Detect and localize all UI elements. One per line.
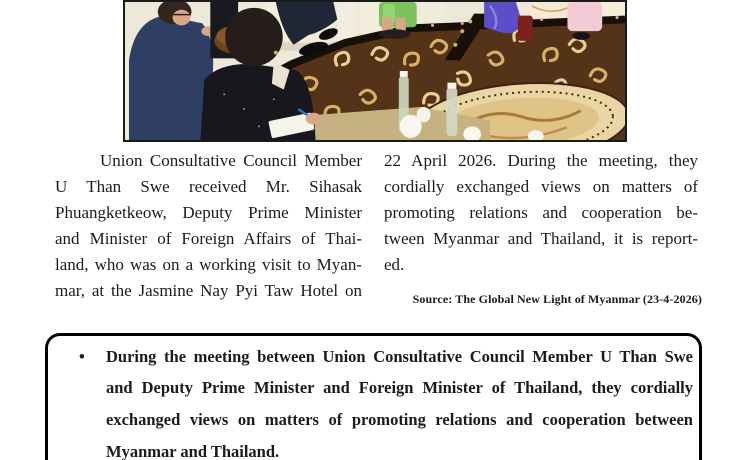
article-line: tween Myanmar and Thailand, it is report- [384, 229, 698, 248]
bullet-icon: • [79, 346, 85, 366]
summary-line: Myanmar and Thailand. [106, 441, 280, 460]
article-line: Phuangketkeow, Deputy Prime Minister [55, 203, 362, 222]
summary-line: and Deputy Prime Minister and Foreign Minister of Thailand, they cordially [106, 378, 693, 398]
summary-text [106, 341, 693, 460]
article-line: 22 April 2026. During the meeting, they [384, 151, 698, 170]
summary-callout-box [45, 333, 702, 460]
meeting-photo [123, 0, 627, 142]
article-line: and Minister of Foreign Affairs of Thai- [55, 229, 362, 248]
article-line: ed. [384, 255, 405, 274]
source-credit: Source: The Global New Light of Myanmar (23-4-2026) [412, 292, 702, 306]
article-left-column [55, 148, 362, 304]
article-line: mar, at the Jasmine Nay Pyi Taw Hotel on [55, 281, 362, 300]
article-line: promoting relations and cooperation be- [384, 203, 698, 222]
article-line: U Than Swe received Mr. Sihasak [55, 177, 362, 196]
summary-line: exchanged views on matters of promoting relations and cooperation between [106, 410, 693, 430]
article-line: land, who was on a working visit to Myan- [55, 255, 362, 274]
article-right-column [384, 148, 698, 278]
meeting-photo-illustration [125, 2, 625, 140]
article-line: Union Consultative Council Member [100, 151, 362, 170]
article-line: cordially exchanged views on matters of [384, 177, 698, 196]
summary-line: During the meeting between Union Consultative Council Member U Than Swe [106, 346, 693, 366]
